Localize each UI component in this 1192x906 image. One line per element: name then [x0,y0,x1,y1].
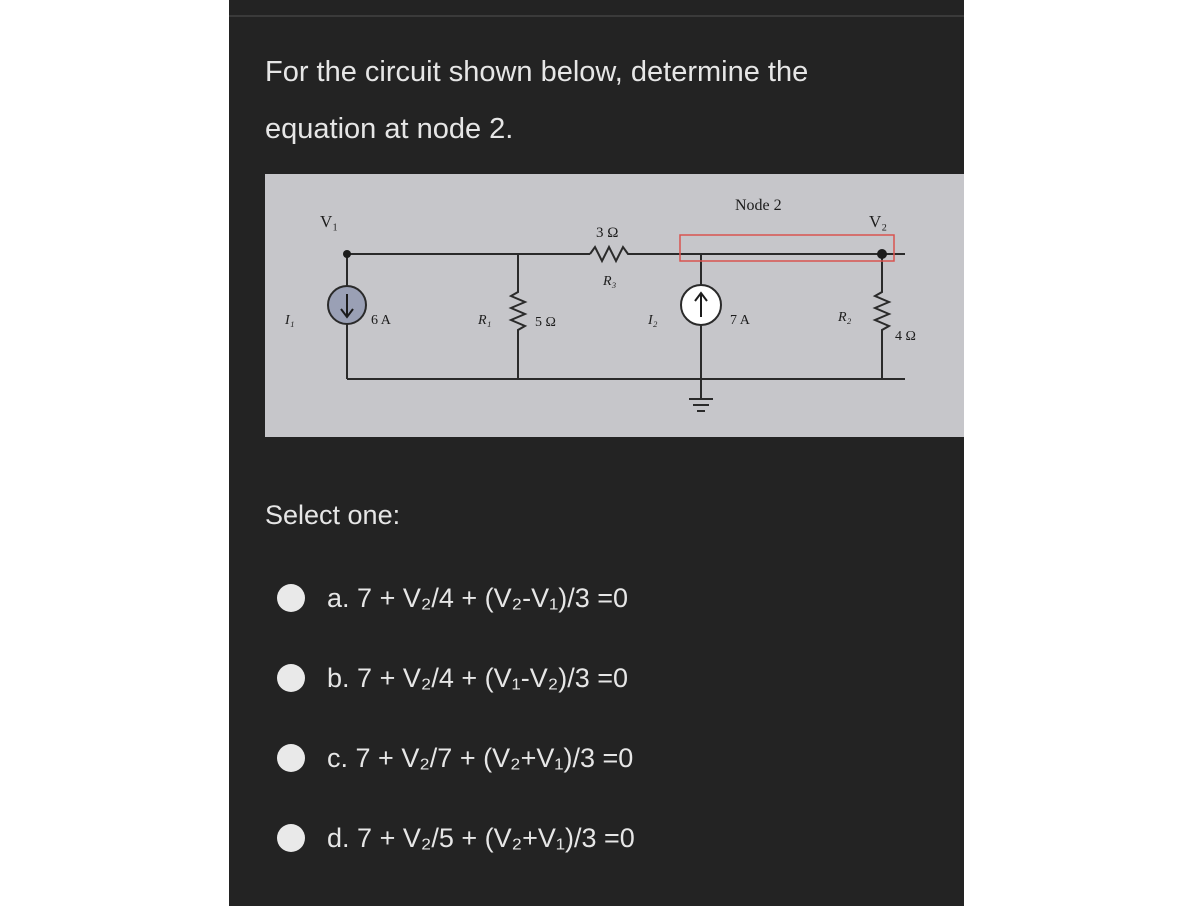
node2-dot [877,249,887,259]
i1-value: 6 A [371,313,391,328]
radio-button-icon[interactable] [277,744,305,772]
option-d[interactable] [277,798,635,878]
r1-name: R₁ [478,313,492,328]
option-equation: 7 + V₂/4 + (V₁-V₂)/3 =0 [357,662,628,693]
option-equation: 7 + V₂/7 + (V₂+V₁)/3 =0 [355,742,634,773]
radio-button-icon[interactable] [277,824,305,852]
option-b[interactable] [277,638,635,718]
question-text [265,44,925,158]
option-a-text [327,583,628,614]
option-letter: c. [327,742,349,773]
r3-name: R₃ [603,274,617,289]
question-line-2: equation at node 2. [265,113,514,145]
question-line-1: For the circuit shown below, determine the [265,56,809,88]
option-letter: d. [327,822,350,853]
question-panel [229,0,964,906]
node2-title: Node 2 [735,197,782,214]
option-c-text [327,743,633,774]
circuit-svg [265,174,964,437]
node1-label: V₁ [320,212,339,231]
option-letter: a. [327,582,350,613]
option-equation: 7 + V₂/5 + (V₂+V₁)/3 =0 [357,822,635,853]
r1-value: 5 Ω [535,315,556,330]
divider [229,15,964,17]
node2-label: V₂ [869,212,888,231]
option-equation: 7 + V₂/4 + (V₂-V₁)/3 =0 [357,582,628,613]
i1-name: I₁ [285,313,295,328]
option-d-text [327,823,635,854]
option-c[interactable] [277,718,635,798]
r3-value: 3 Ω [596,225,619,241]
answer-options [277,558,635,878]
select-one-label: Select one: [265,500,401,530]
r1-resistor [511,254,525,379]
option-b-text [327,663,628,694]
circuit-diagram [265,174,964,437]
i2-value: 7 A [730,313,750,328]
node2-highlight [680,235,894,261]
i2-name: I₂ [648,313,658,328]
ground-symbol [689,399,713,411]
r2-value: 4 Ω [895,329,916,344]
r2-name: R₂ [838,310,852,325]
option-letter: b. [327,662,350,693]
radio-button-icon[interactable] [277,584,305,612]
r2-resistor [875,254,889,379]
option-a[interactable] [277,558,635,638]
node1-dot [343,250,351,258]
radio-button-icon[interactable] [277,664,305,692]
